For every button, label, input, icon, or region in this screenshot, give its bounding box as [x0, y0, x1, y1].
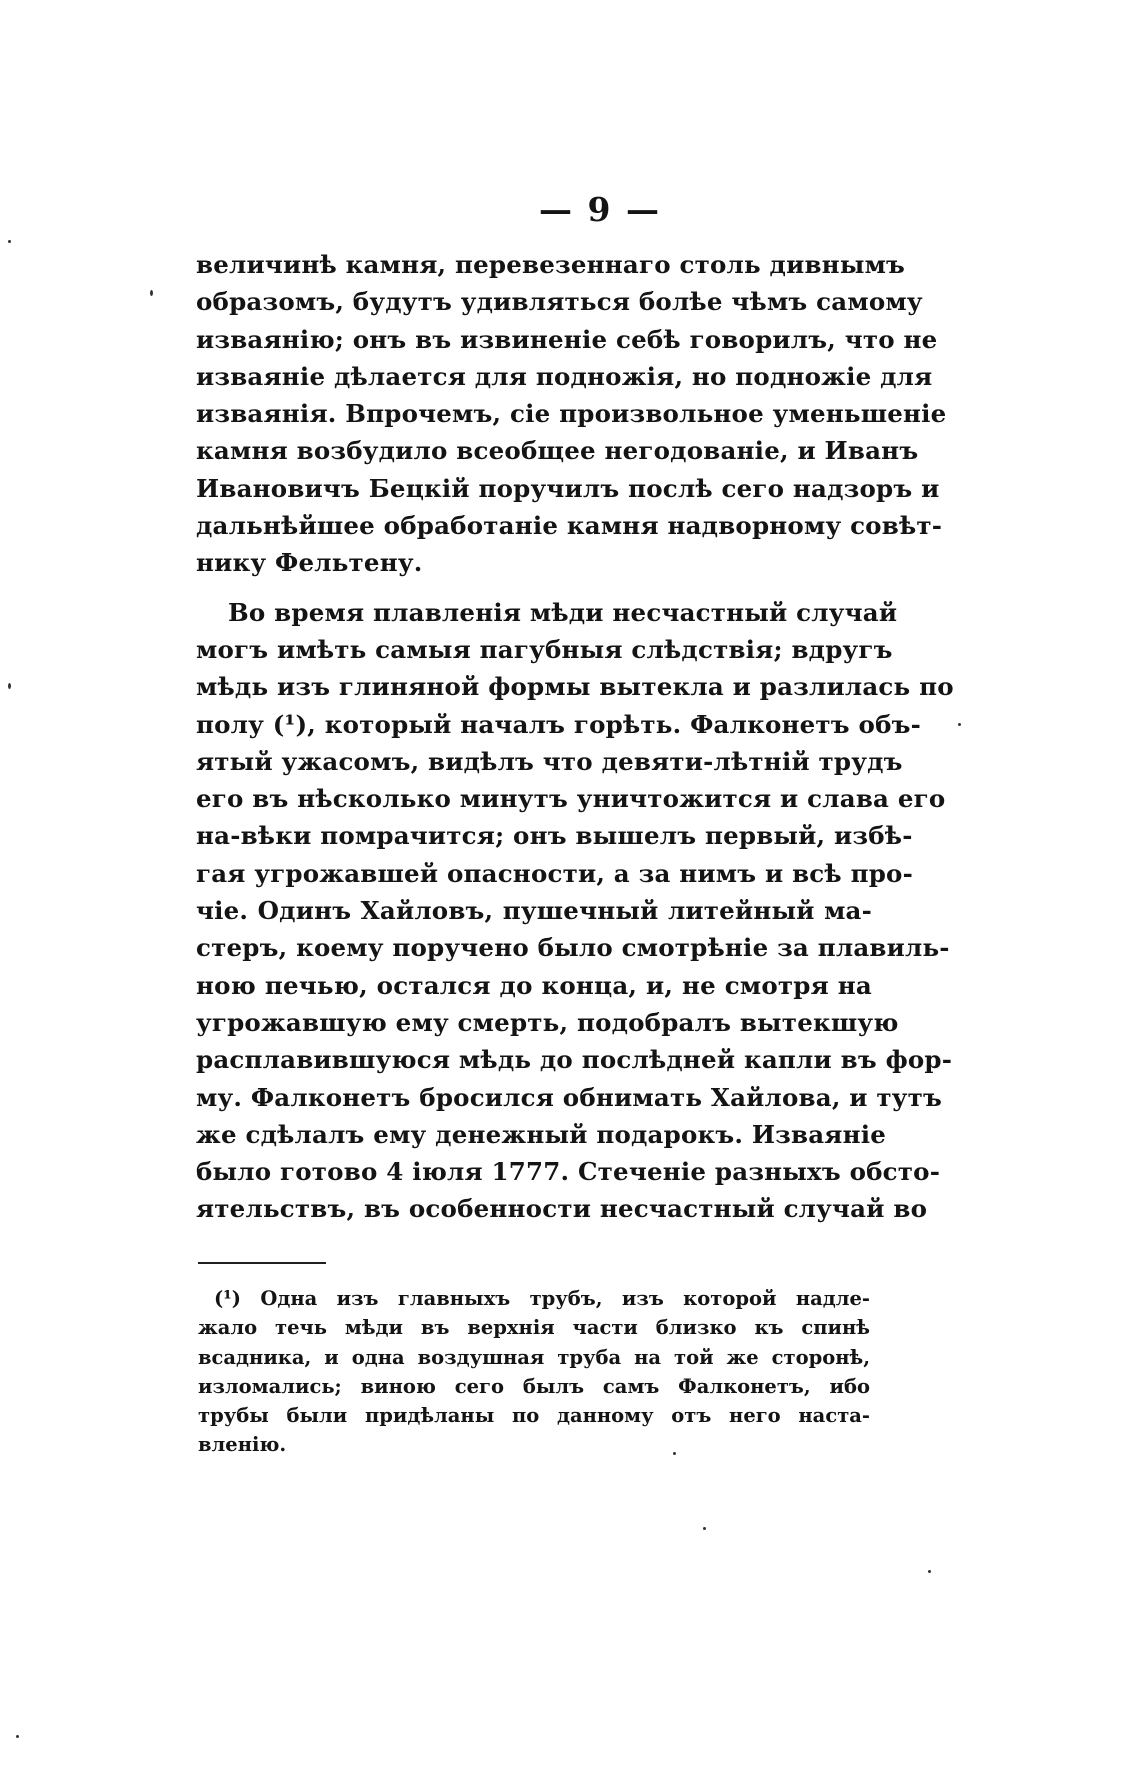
text-line: изваяніе дѣлается для подножія, но подножіе для: [196, 361, 933, 391]
text-line: полу (¹), который началъ горѣть. Фалконетъ объ-: [196, 709, 921, 739]
text-line: ною печью, остался до конца, и, не смотря на: [196, 970, 872, 1000]
text-line: му. Фалконетъ бросился обнимать Хайлова, и тутъ: [196, 1082, 943, 1112]
text-line: чіе. Одинъ Хайловъ, пушечный литейный ма-: [196, 896, 872, 926]
text-line: его въ нѣсколько минутъ уничтожится и слава его: [196, 784, 946, 814]
text-line: образомъ, будутъ удивляться болѣе чѣмъ самому: [196, 287, 923, 317]
text-line: расплавившуюся мѣдь до послѣдней капли въ фор-: [196, 1045, 953, 1075]
paragraph-gap: [196, 582, 872, 594]
footnote-divider: [198, 1262, 326, 1264]
footnote-line: жало течь мѣди въ верхнія части близко къ спинѣ: [198, 1316, 870, 1340]
text-line: Во время плавленія мѣди несчастный случай: [228, 597, 898, 627]
text-line: ятельствъ, въ особенности несчастный случай во: [196, 1194, 928, 1224]
scan-speck: [8, 240, 11, 243]
text-line: изваянія. Впрочемъ, сіе произвольное уменьшеніе: [196, 399, 947, 429]
text-line: Ивановичъ Бецкій поручилъ послѣ сего надзоръ и: [196, 473, 940, 503]
footnote-line: трубы были придѣланы по данному отъ него наста-: [198, 1404, 870, 1428]
scan-speck: [703, 1527, 706, 1530]
scan-speck: [150, 290, 153, 296]
text-line: на-вѣки помрачится; онъ вышелъ первый, избѣ-: [196, 821, 913, 851]
footnote-line: вленію.: [198, 1433, 287, 1457]
footnote-line: всадника, и одна воздушная труба на той же сторонѣ,: [198, 1345, 870, 1369]
body-text: [196, 246, 954, 1228]
text-line: же сдѣлалъ ему денежный подарокъ. Изваяніе: [196, 1119, 887, 1149]
text-line: нику Фельтену.: [196, 548, 423, 578]
paragraph-2: [196, 594, 954, 1228]
text-line: изваянію; онъ въ извиненіе себѣ говорилъ, что не: [196, 324, 938, 354]
text-line: ятый ужасомъ, видѣлъ что девяти-лѣтній трудъ: [196, 746, 903, 776]
scan-speck: [673, 1452, 676, 1455]
footnote-line: (¹) Одна изъ главныхъ трубъ, изъ которой надле-: [214, 1287, 870, 1310]
text-line: гая угрожавшей опасности, а за нимъ и всѣ про-: [196, 858, 913, 888]
text-line: могъ имѣть самыя пагубныя слѣдствія; вдругъ: [196, 634, 893, 664]
text-line: было готово 4 іюля 1777. Стеченіе разныхъ обсто-: [196, 1157, 941, 1187]
text-line: мѣдь изъ глиняной формы вытекла и разлилась по: [196, 672, 954, 702]
paragraph-1: [196, 246, 947, 582]
text-line: величинѣ камня, перевезеннаго столь дивнымъ: [196, 250, 906, 279]
page-number: — 9 —: [539, 190, 661, 229]
scan-speck: [958, 723, 961, 726]
footnote: [198, 1284, 870, 1460]
footnote-line: изломались; виною сего былъ самъ Фалконетъ, ибо: [198, 1374, 870, 1398]
text-line: камня возбудило всеобщее негодованіе, и Иванъ: [196, 436, 919, 466]
scan-speck: [8, 683, 11, 689]
text-line: дальнѣйшее обработаніе камня надворному совѣт-: [196, 511, 943, 541]
scan-speck: [16, 1735, 19, 1738]
scan-speck: [928, 1570, 931, 1573]
text-line: стеръ, коему поручено было смотрѣніе за плавиль-: [196, 933, 950, 963]
text-line: угрожавшую ему смерть, подобралъ вытекшую: [196, 1007, 899, 1037]
